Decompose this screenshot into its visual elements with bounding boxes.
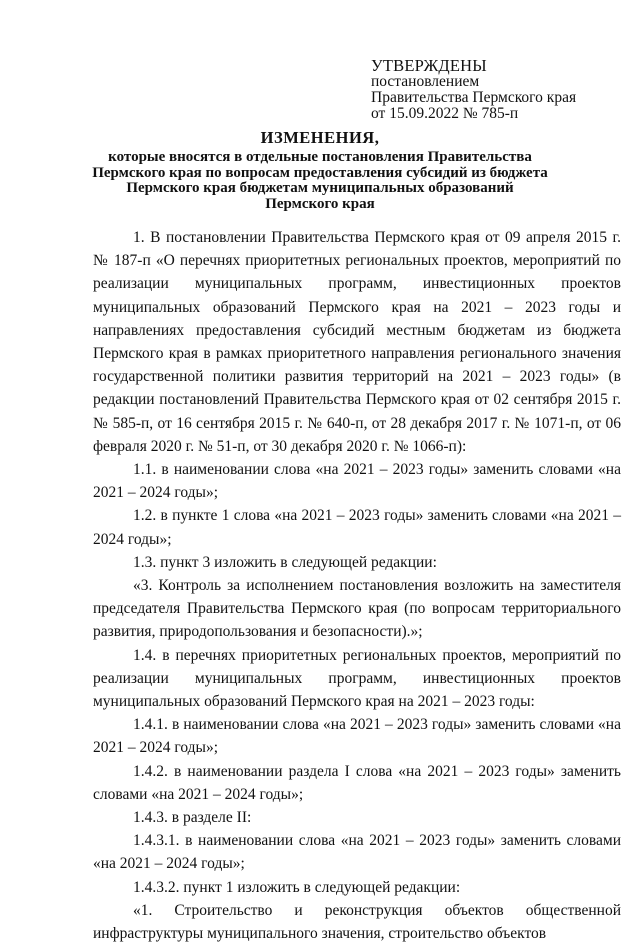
approval-line-1: постановлением <box>371 73 480 90</box>
approval-stamp <box>371 58 621 122</box>
approval-line-3: от 15.09.2022 № 785-п <box>371 105 519 122</box>
paragraph-1-1: 1.1. в наименовании слова «на 2021 – 2023 годы» заменить словами «на 2021 – 2024 годы»; <box>93 461 621 502</box>
document-title: ИЗМЕНЕНИЯ, <box>260 128 380 147</box>
paragraph-1-4: 1.4. в перечнях приоритетных региональных проектов, мероприятий по реализации муниципальных программ, инвестиционных проектов муниципальных образований Пермского края на 2021 – 2023 годы: <box>93 646 621 711</box>
paragraph-1-3: 1.3. пункт 3 изложить в следующей редакции: <box>133 553 437 571</box>
document-subtitle: которые вносятся в отдельные постановления Правительства Пермского края по вопросам предоставления субсидий из бюджета Пермского края бюджетам муниципальных образований Пермского края <box>92 149 548 212</box>
paragraph-1-4-2: 1.4.2. в наименовании раздела I слова «на 2021 – 2023 годы» заменить словами «на 2021 – 2024 годы»; <box>93 762 621 803</box>
approval-line-2: Правительства Пермского края <box>371 89 577 106</box>
paragraph-quote-1: «1. Строительство и реконструкция объектов общественной инфраструктуры муниципального значения, строительство объектов <box>93 901 621 943</box>
paragraph-1-4-1: 1.4.1. в наименовании слова «на 2021 – 2023 годы» заменить словами «на 2021 – 2024 годы»; <box>93 716 621 757</box>
paragraph-1-4-3: 1.4.3. в разделе II: <box>133 809 252 827</box>
document-body <box>93 226 621 945</box>
paragraph-1-2: 1.2. в пункте 1 слова «на 2021 – 2023 годы» заменить словами «на 2021 – 2024 годы»; <box>93 507 621 548</box>
paragraph-1: 1. В постановлении Правительства Пермского края от 09 апреля 2015 г. № 187-п «О перечнях приоритетных региональных проектов, мероприятий по реализации муниципальных программ, инвестиционных проектов муниципальных образований Пермского края на 2021 – 2023 годы и направлениях предоставления субсидий местным бюджетам из бюджета Пермского края в рамках приоритетного направления регионального значения государственной политики развития территорий на 2021 – 2023 годы» (в редакции постановлений Правительства Пермского края от 02 сентября 2015 г. № 585-п, от 16 сентября 2015 г. № 640-п, от 28 декабря 2017 г. № 1071-п, от 06 февраля 2020 г. № 51-п, от 30 декабря 2020 г. № 1066-п): <box>93 229 621 455</box>
approval-title: УТВЕРЖДЕНЫ <box>371 56 487 75</box>
paragraph-1-4-3-1: 1.4.3.1. в наименовании слова «на 2021 – 2023 годы» заменить словами «на 2021 – 2024 годы»; <box>93 832 621 873</box>
paragraph-quote-3: «3. Контроль за исполнением постановления возложить на заместителя председателя Правительства Пермского края (по вопросам территориального развития, природопользования и безопасности).»; <box>93 577 621 641</box>
paragraph-1-4-3-2: 1.4.3.2. пункт 1 изложить в следующей редакции: <box>133 878 461 896</box>
